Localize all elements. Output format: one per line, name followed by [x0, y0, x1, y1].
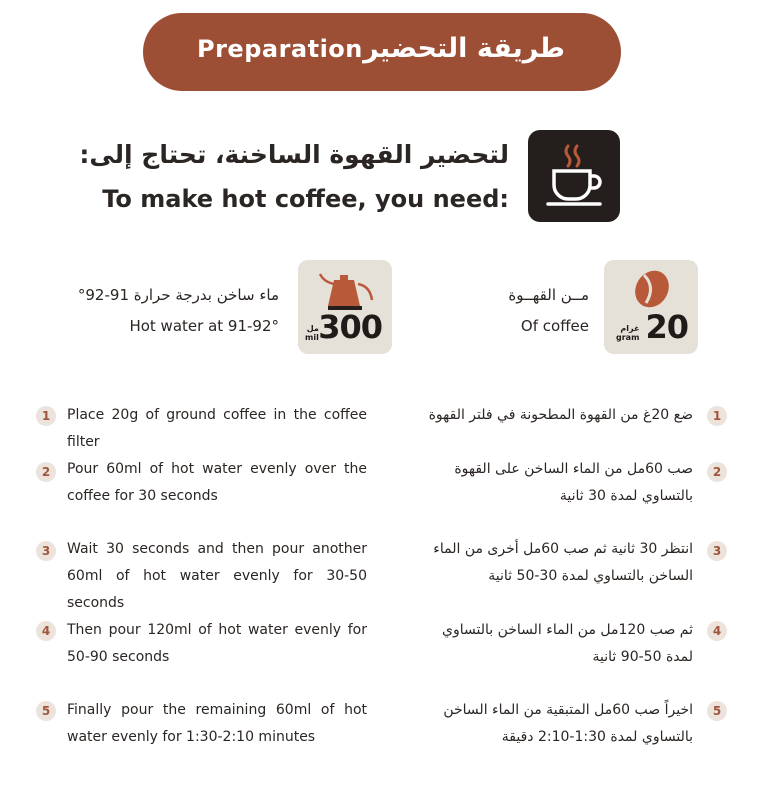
step-text-en: Then pour 120ml of hot water evenly for 50-90 seconds — [67, 622, 367, 665]
step-text-ar: ثم صب 120مل من الماء الساخن بالتساوي لمدة 50-90 ثانية — [442, 622, 693, 665]
step-text-en: Place 20g of ground coffee in the coffee filter — [67, 407, 367, 450]
header-banner — [143, 13, 621, 91]
coffee-amount: 20 — [645, 308, 688, 346]
step-text-en: Finally pour the remaining 60ml of hot water evenly for 1:30-2:10 minutes — [67, 702, 367, 745]
water-amount: 300 — [318, 308, 382, 346]
step-number-ar: 3 — [707, 541, 727, 561]
water-text-ar: ماء ساخن بدرجة حرارة 91-92° — [77, 286, 279, 304]
water-unit-ar: مل — [306, 324, 319, 333]
coffee-cup-icon — [528, 130, 620, 222]
step-number-ar: 5 — [707, 701, 727, 721]
title-en: Preparation — [197, 35, 363, 63]
coffee-unit-ar: غرام — [620, 324, 640, 333]
coffee-amount-tile — [604, 260, 698, 354]
step-number-en: 4 — [36, 621, 56, 641]
step-number-en: 5 — [36, 701, 56, 721]
step-number-en: 2 — [36, 462, 56, 482]
step-number-ar: 2 — [707, 462, 727, 482]
step-number-ar: 1 — [707, 406, 727, 426]
step-number-en: 1 — [36, 406, 56, 426]
step-text-ar: اخيراً صب 60مل المتبقية من الماء الساخن بالتساوي لمدة 1:30-2:10 دقيقة — [443, 702, 693, 745]
water-text-en: Hot water at 91-92° — [129, 317, 279, 335]
coffee-unit-en: gram — [616, 333, 640, 342]
water-unit-en: mil — [305, 333, 319, 342]
step-number-ar: 4 — [707, 621, 727, 641]
title-ar: طريقة التحضير — [363, 33, 565, 64]
water-amount-tile — [298, 260, 392, 354]
step-text-en: Pour 60ml of hot water evenly over the coffee for 30 seconds — [67, 461, 367, 504]
step-text-ar: انتظر 30 ثانية ثم صب 60مل أخرى من الماء الساخن بالتساوي لمدة 30-50 ثانية — [433, 541, 693, 584]
step-text-en: Wait 30 seconds and then pour another 60ml of hot water evenly for 30-50 seconds — [67, 541, 367, 611]
step-text-ar: ضع 20غ من القهوة المطحونة في فلتر القهوة — [428, 407, 693, 423]
intro-text-en: To make hot coffee, you need: — [102, 185, 509, 213]
step-text-ar: صب 60مل من الماء الساخن على القهوة بالتساوي لمدة 30 ثانية — [454, 461, 693, 504]
coffee-text-ar: مــن القهــوة — [508, 286, 589, 304]
coffee-text-en: Of coffee — [520, 317, 589, 335]
coffee-bean-icon — [630, 267, 674, 311]
step-number-en: 3 — [36, 541, 56, 561]
intro-text-ar: لتحضير القهوة الساخنة، تحتاج إلى: — [79, 140, 509, 169]
